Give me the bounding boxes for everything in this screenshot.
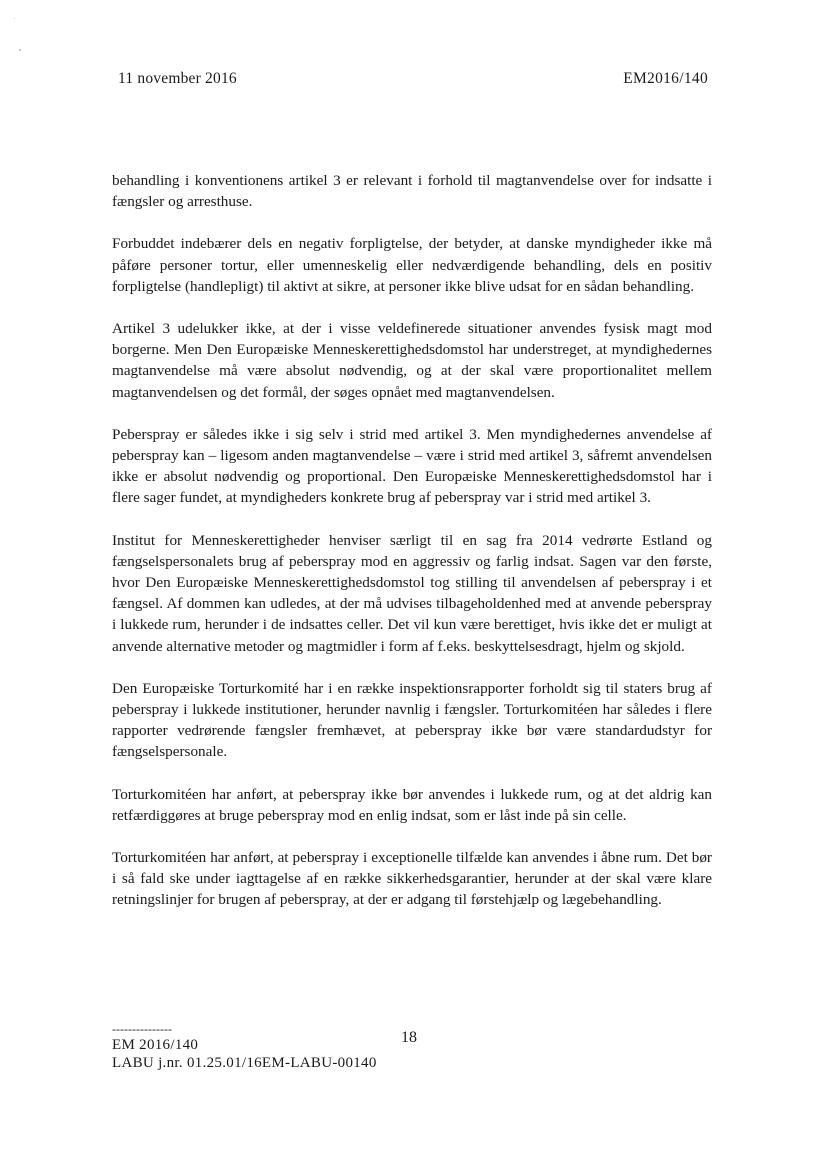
footer-reference: EM 2016/140 <box>112 1037 199 1053</box>
paragraph: Forbuddet indebærer dels en negativ forpligtelse, der betyder, at danske myndigheder ikke må påføre personer tortur, eller umenneskelig eller nedværdigende behandling, dels en positiv forpligtelse (handlepligt) til aktivt at sikre, at personer ikke blive udsat for en sådan behandling. <box>112 235 712 295</box>
footer <box>112 1022 712 1072</box>
footer-rule: --------------- <box>112 1022 172 1036</box>
paragraph: Torturkomitéen har anført, at peberspray i exceptionelle tilfælde kan anvendes i åbne rum. Det bør i så fald ske under iagttagelse af en række sikkerhedsgarantier, herunder at der skal være klare retningslinjer for brugen af peberspray, at der er adgang til førstehjælp og lægebehandling. <box>112 849 712 909</box>
paragraph: Torturkomitéen har anført, at peberspray ikke bør anvendes i lukkede rum, og at det aldrig kan retfærdiggøres at bruge peberspray mod en enlig indsat, som er låst inde på sin celle. <box>112 785 712 824</box>
scan-speck <box>14 18 15 19</box>
paragraph: Institut for Menneskerettigheder henviser særligt til en sag fra 2014 vedrørte Estland og fængselspersonalets brug af peberspray mod en aggressiv og farlig indsat. Sagen var den første, hvor Den Europæiske Menneskerettighedsdomstol tog stilling til anvendelsen af peberspray i et fængsel. Af dommen kan udledes, at der må udvises tilbageholdenhed med at anvende peberspray i lukkede rum, herunder i de indsattes celler. Det vil kun være berettiget, hvis ikke det er muligt at anvende alternative metoder og magtmidler i form af f.eks. beskyttelsesdragt, hjelm og skjold. <box>112 531 712 655</box>
footer-journal-number: LABU j.nr. 01.25.01/16EM-LABU-00140 <box>112 1055 377 1071</box>
header-date: 11 november 2016 <box>118 70 237 87</box>
header-document-reference: EM2016/140 <box>623 70 708 87</box>
paragraph: Peberspray er således ikke i sig selv i strid med artikel 3. Men myndighedernes anvendelse af peberspray kan – ligesom anden magtanvendelse – være i strid med artikel 3, såfremt anvendelsen ikke er absolut nødvendig og proportional. Den Europæiske Menneskerettighedsdomstol har i flere sager fundet, at myndigheders konkrete brug af peberspray var i strid med artikel 3. <box>112 425 712 507</box>
page-number: 18 <box>401 1029 417 1046</box>
paragraph: Den Europæiske Torturkomité har i en række inspektionsrapporter forholdt sig til staters brug af peberspray i lukkede institutioner, herunder navnlig i fængsler. Torturkomitéen har således i flere rapporter vedrørende fængsler fremhævet, at peberspray ikke bør være standardudstyr for fængselspersonale. <box>112 679 712 761</box>
document-body <box>112 170 712 932</box>
paragraph: Artikel 3 udelukker ikke, at der i visse veldefinerede situationer anvendes fysisk magt mod borgerne. Men Den Europæiske Menneskerettighedsdomstol har understreget, at myndighedernes magtanvendelse må være absolut nødvendig, og at der skal være proportionalitet mellem magtanvendelsen og det formål, der søges opnået med magtanvendelsen. <box>112 320 712 401</box>
paragraph: behandling i konventionens artikel 3 er relevant i forhold til magtanvendelse over for indsatte i fængsler og arresthuse. <box>112 172 712 211</box>
scan-speck <box>19 49 21 51</box>
